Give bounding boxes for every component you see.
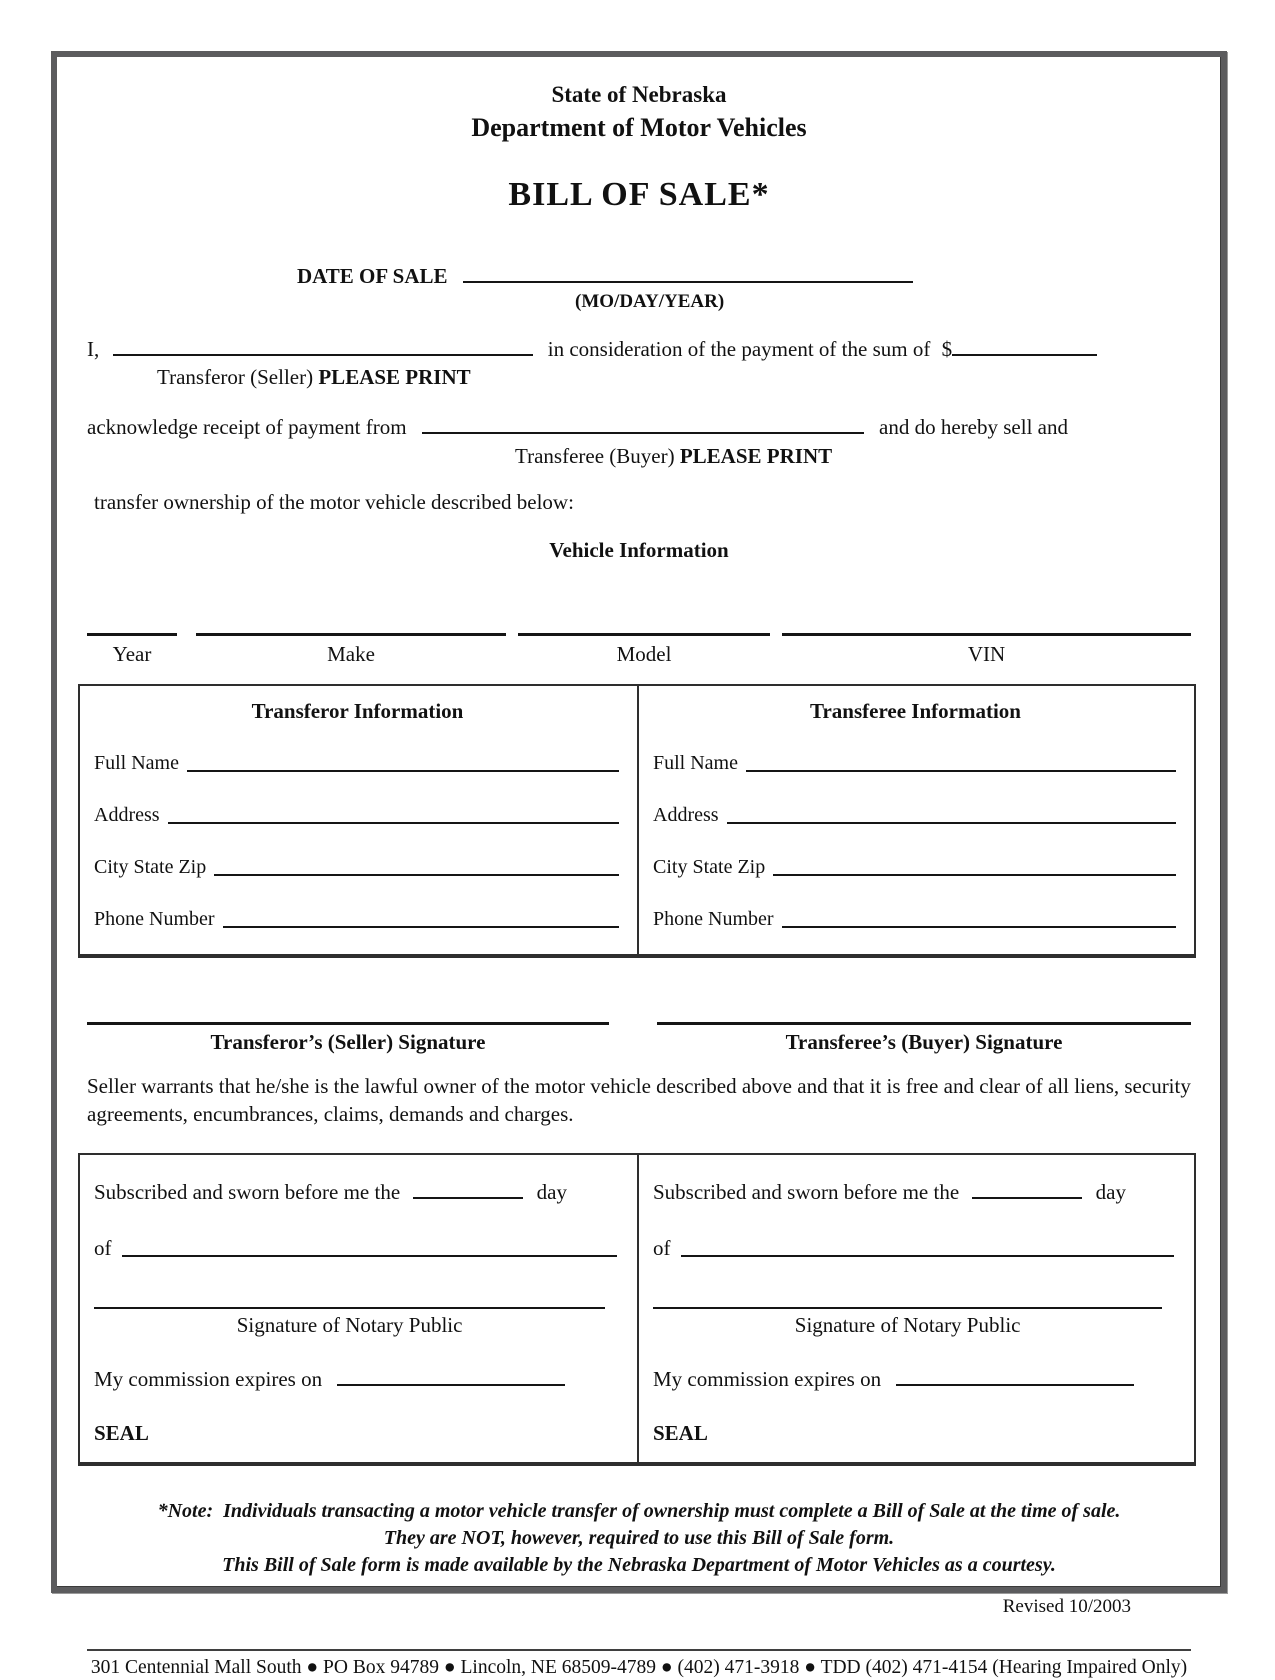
transferor-info-header: Transferor Information: [251, 698, 464, 723]
signature-labels-row: [87, 1029, 1191, 1055]
commission-date-field[interactable]: [896, 1366, 1134, 1386]
model-field[interactable]: [518, 633, 770, 636]
revision-date: Revised 10/2003: [1002, 1596, 1131, 1618]
commission-row: [94, 1366, 621, 1392]
footnote-prefix: *Note:: [157, 1500, 214, 1523]
year-field[interactable]: [87, 633, 177, 636]
day-label: day: [1095, 1179, 1126, 1204]
transferor-signature-field[interactable]: [87, 1022, 609, 1025]
transferee-caption-bold: PLEASE PRINT: [679, 443, 833, 468]
date-format-hint: (MO/DAY/YEAR): [575, 291, 725, 312]
dollar-sign: $: [941, 336, 953, 361]
notary-month-year-field[interactable]: [122, 1255, 618, 1257]
transferor-info-section: [80, 686, 637, 954]
sell-text: and do hereby sell and: [879, 415, 1068, 440]
address-label: Address: [653, 803, 719, 826]
footer-address: 301 Centennial Mall South ● PO Box 94789 ● Lincoln, NE 68509-4789 ● (402) 471-3918 ● TDD (402) 471-4154 (Hearing Impaired Only): [90, 1656, 1188, 1678]
commission-date-field[interactable]: [337, 1366, 565, 1386]
notary-day-field[interactable]: [413, 1179, 523, 1199]
city-state-zip-label: City State Zip: [653, 855, 766, 878]
sale-amount-field[interactable]: [952, 336, 1097, 356]
sworn-text: Subscribed and sworn before me the: [653, 1179, 960, 1204]
notary-day-field[interactable]: [972, 1179, 1082, 1199]
sworn-row: [94, 1179, 621, 1205]
transferee-info-section: [637, 686, 1194, 954]
vin-field[interactable]: [782, 633, 1191, 636]
transferee-address-field[interactable]: [727, 822, 1176, 824]
year-label: Year: [112, 642, 152, 667]
vehicle-labels-row: [87, 641, 1191, 667]
table-row: [653, 751, 1178, 776]
address-label: Address: [94, 803, 160, 826]
transferor-phone-number-field[interactable]: [223, 926, 619, 928]
transferor-caption-text: Transferor (Seller): [157, 365, 314, 389]
full-name-label: Full Name: [94, 751, 179, 774]
transferee-phone-number-field[interactable]: [782, 926, 1176, 928]
seal-label: SEAL: [653, 1420, 708, 1445]
notary-section-transferee: [637, 1155, 1194, 1462]
full-name-label: Full Name: [653, 751, 738, 774]
make-field[interactable]: [196, 633, 506, 636]
transferee-full-name-field[interactable]: [746, 770, 1176, 772]
footnote-text-1: Individuals transacting a motor vehicle transfer of ownership must complete a Bill of Sale at the time of sale.: [223, 1500, 1121, 1523]
signatures-row: [87, 1022, 1191, 1025]
header-department: Department of Motor Vehicles: [471, 112, 807, 142]
acknowledge-text: acknowledge receipt of payment from: [87, 415, 407, 440]
table-row: [653, 803, 1178, 828]
model-label: Model: [616, 642, 672, 667]
header-state: State of Nebraska: [551, 82, 727, 107]
transfer-ownership-text: transfer ownership of the motor vehicle described below:: [94, 489, 574, 514]
phone-number-label: Phone Number: [94, 907, 215, 930]
commission-label: My commission expires on: [653, 1366, 882, 1391]
transferee-caption-text: Transferee (Buyer): [515, 443, 675, 468]
vehicle-fields-row: [87, 633, 1191, 636]
transferor-print-caption: [157, 364, 1191, 390]
acknowledge-row: [87, 414, 1191, 440]
of-label: of: [94, 1236, 112, 1261]
commission-label: My commission expires on: [94, 1366, 323, 1391]
day-label: day: [536, 1179, 567, 1204]
footnote-block: [87, 1498, 1191, 1579]
table-row: [653, 855, 1178, 880]
buyer-name-field[interactable]: [422, 414, 864, 434]
notary-signature-label: Signature of Notary Public: [794, 1313, 1021, 1338]
notary-section-transferor: [80, 1155, 637, 1462]
transferee-signature-label: Transferee’s (Buyer) Signature: [785, 1029, 1063, 1054]
transferor-city-state-zip-field[interactable]: [214, 874, 619, 876]
of-row: [94, 1235, 621, 1261]
date-of-sale-row: [297, 263, 1191, 289]
transferor-address-field[interactable]: [168, 822, 619, 824]
date-of-sale-field[interactable]: [463, 263, 913, 283]
table-row: [653, 907, 1178, 932]
table-row: [94, 803, 621, 828]
city-state-zip-label: City State Zip: [94, 855, 207, 878]
consideration-text: in consideration of the payment of the sum of: [547, 336, 931, 361]
notary-signature-label: Signature of Notary Public: [236, 1313, 463, 1338]
footnote-line-2: They are NOT, however, required to use this Bill of Sale form.: [383, 1527, 895, 1550]
of-label: of: [653, 1236, 671, 1261]
form-title: BILL OF SALE*: [508, 176, 770, 214]
of-row: [653, 1235, 1178, 1261]
sworn-row: [653, 1179, 1178, 1205]
parties-info-table: [78, 684, 1196, 958]
footnote-line-1: [87, 1498, 1191, 1525]
notary-section: [78, 1153, 1196, 1466]
i-prefix: I,: [87, 336, 100, 361]
transferee-signature-field[interactable]: [657, 1022, 1191, 1025]
table-row: [94, 907, 621, 932]
vehicle-info-title: Vehicle Information: [549, 538, 729, 562]
vin-label: VIN: [967, 642, 1006, 667]
seller-consideration-row: [87, 336, 1191, 362]
notary-signature-field[interactable]: [653, 1307, 1162, 1309]
make-label: Make: [327, 642, 375, 667]
transferor-caption-bold: PLEASE PRINT: [318, 365, 471, 389]
table-row: [94, 751, 621, 776]
footnote-line-3: This Bill of Sale form is made available by the Nebraska Department of Motor Vehicles as a courtesy.: [222, 1554, 1056, 1577]
transferee-city-state-zip-field[interactable]: [773, 874, 1176, 876]
sworn-text: Subscribed and sworn before me the: [94, 1179, 401, 1204]
seller-name-field[interactable]: [113, 336, 533, 356]
seal-label: SEAL: [94, 1420, 149, 1445]
phone-number-label: Phone Number: [653, 907, 774, 930]
bill-of-sale-form-page: [51, 51, 1227, 1678]
table-row: [94, 855, 621, 880]
transferee-print-caption: [515, 443, 1191, 469]
transferor-signature-label: Transferor’s (Seller) Signature: [210, 1029, 486, 1054]
warranty-text: Seller warrants that he/she is the lawful owner of the motor vehicle described above and that it is free and clear of all liens, security agreements, encumbrances, claims, demands and charges.: [87, 1074, 1191, 1126]
notary-month-year-field[interactable]: [681, 1255, 1175, 1257]
date-of-sale-label: DATE OF SALE: [297, 263, 448, 288]
transferor-full-name-field[interactable]: [187, 770, 619, 772]
notary-signature-field[interactable]: [94, 1307, 605, 1309]
commission-row: [653, 1366, 1178, 1392]
transferee-info-header: Transferee Information: [810, 698, 1021, 723]
